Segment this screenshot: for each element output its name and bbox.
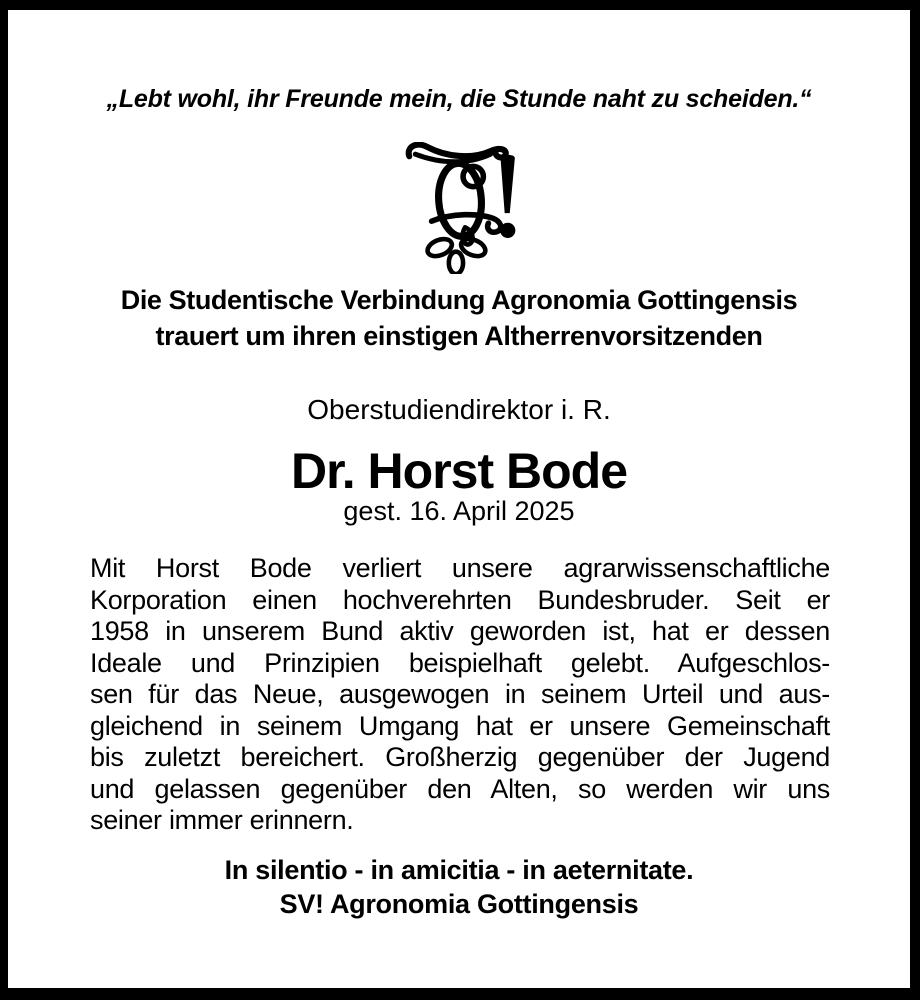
obituary-text-line: Mit Horst Bode verliert unsere agrarwissenschaftliche [90,553,830,583]
memorial-quote: „Lebt wohl, ihr Freunde mein, die Stunde naht zu scheiden.“ [106,85,812,113]
obituary-text [8,553,910,837]
zirkel-icon [401,142,518,274]
deceased-title: Oberstudiendirektor i. R. [307,394,611,425]
obituary-text-line: 1958 in unserem Bund aktiv geworden ist, hat er dessen [90,616,830,646]
obituary-text-line: seiner immer erinnern. [90,805,354,835]
obituary-text-line: und gelassen gegenüber den Alten, so werden wir uns [90,773,830,804]
deceased-name: Dr. Horst Bode [290,443,628,499]
obituary-text-line: bis zuletzt bereichert. Großherzig gegenüber der Jugend [90,742,830,772]
obituary-text-line: Ideale und Prinzipien beispielhaft gelebt. Aufgeschlos- [90,647,830,678]
closing-motto: In silentio - in amicitia - in aeternitate. [224,854,694,885]
organization-heading [8,282,910,354]
obituary-text-line: sen für das Neue, ausgewogen in seinem Urteil und aus- [90,679,830,709]
heading-line-1: Die Studentische Verbindung Agronomia Gottingensis [120,285,798,315]
closing-block [8,853,910,921]
death-date: gest. 16. April 2025 [343,496,575,526]
obituary-card [8,10,910,988]
heading-line-2: trauert um ihren einstigen Altherrenvorsitzenden [155,321,763,351]
exclamation-mark [500,155,515,238]
obituary-text-line: Korporation einen hochverehrten Bundesbruder. Seit er [90,584,830,615]
closing-signature: SV! Agronomia Gottingensis [279,888,639,919]
obituary-text-line: gleichend in seinem Umgang hat er unsere Gemeinschaft [90,710,830,741]
